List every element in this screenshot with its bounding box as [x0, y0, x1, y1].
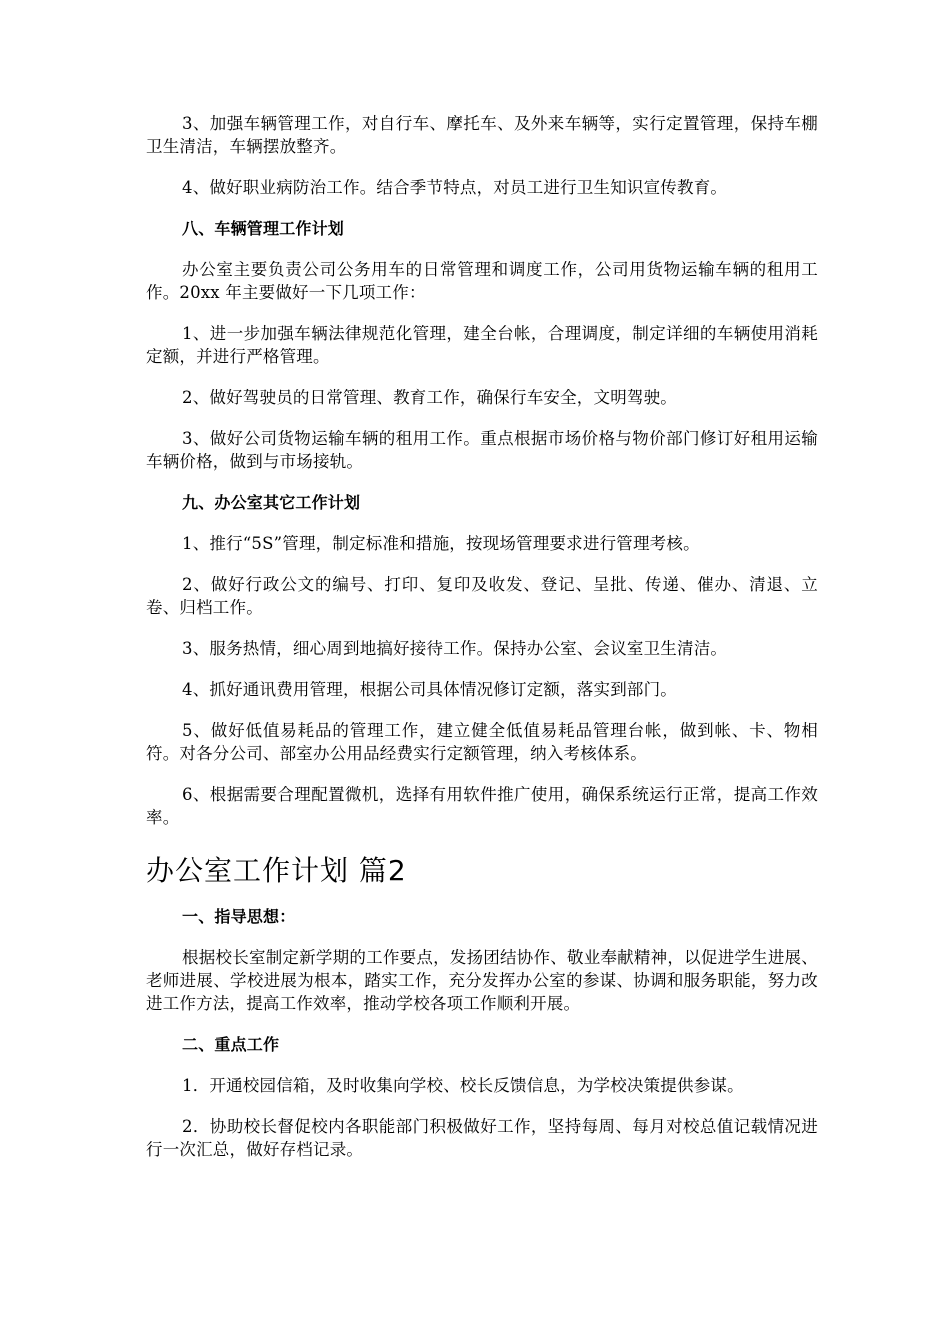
section-heading: 八、车辆管理工作计划	[182, 219, 345, 238]
section-heading: 九、办公室其它工作计划	[182, 493, 361, 512]
paragraph: 6、根据需要合理配置微机，选择有用软件推广使用，确保系统运行正常，提高工作效率。	[146, 785, 818, 827]
paragraph: 1、推行“5S”管理，制定标准和措施，按现场管理要求进行管理考核。	[182, 534, 700, 553]
paragraph: 3、做好公司货物运输车辆的租用工作。重点根据市场价格与物价部门修订好租用运输车辆价格，做到与市场接轨。	[146, 429, 818, 471]
paragraph: 4、做好职业病防治工作。结合季节特点，对员工进行卫生知识宣传教育。	[182, 178, 728, 197]
document-page	[146, 112, 818, 1161]
paragraph: 3、服务热情，细心周到地搞好接待工作。保持办公室、会议室卫生清洁。	[182, 639, 728, 658]
paragraph: 1、进一步加强车辆法律规范化管理，建全台帐，合理调度，制定详细的车辆使用消耗定额，并进行严格管理。	[146, 324, 818, 366]
paragraph: 5、做好低值易耗品的管理工作，建立健全低值易耗品管理台帐，做到帐、卡、物相符。对各分公司、部室办公用品经费实行定额管理，纳入考核体系。	[146, 721, 818, 763]
section-heading: 二、重点工作	[182, 1035, 280, 1054]
paragraph: 办公室主要负责公司公务用车的日常管理和调度工作，公司用货物运输车辆的租用工作。20xx 年主要做好一下几项工作：	[146, 260, 818, 302]
paragraph: 根据校长室制定新学期的工作要点，发扬团结协作、敬业奉献精神，以促进学生进展、老师进展、学校进展为根本，踏实工作，充分发挥办公室的参谋、协调和服务职能，努力改进工作方法，提高工作效率，推动学校各项工作顺利开展。	[146, 948, 818, 1013]
document-title: 办公室工作计划 篇2	[146, 854, 407, 887]
paragraph: 3、加强车辆管理工作，对自行车、摩托车、及外来车辆等，实行定置管理，保持车棚卫生清洁，车辆摆放整齐。	[146, 114, 818, 156]
section-heading: 一、指导思想：	[182, 907, 296, 926]
paragraph: 4、抓好通讯费用管理，根据公司具体情况修订定额，落实到部门。	[182, 680, 677, 699]
paragraph: 2．协助校长督促校内各职能部门积极做好工作，坚持每周、每月对校总值记载情况进行一次汇总，做好存档记录。	[146, 1117, 818, 1159]
paragraph: 2、做好驾驶员的日常管理、教育工作，确保行车安全，文明驾驶。	[182, 388, 677, 407]
paragraph: 2、做好行政公文的编号、打印、复印及收发、登记、呈批、传递、催办、清退、立卷、归档工作。	[146, 575, 818, 617]
paragraph: 1．开通校园信箱，及时收集向学校、校长反馈信息，为学校决策提供参谋。	[182, 1076, 744, 1095]
